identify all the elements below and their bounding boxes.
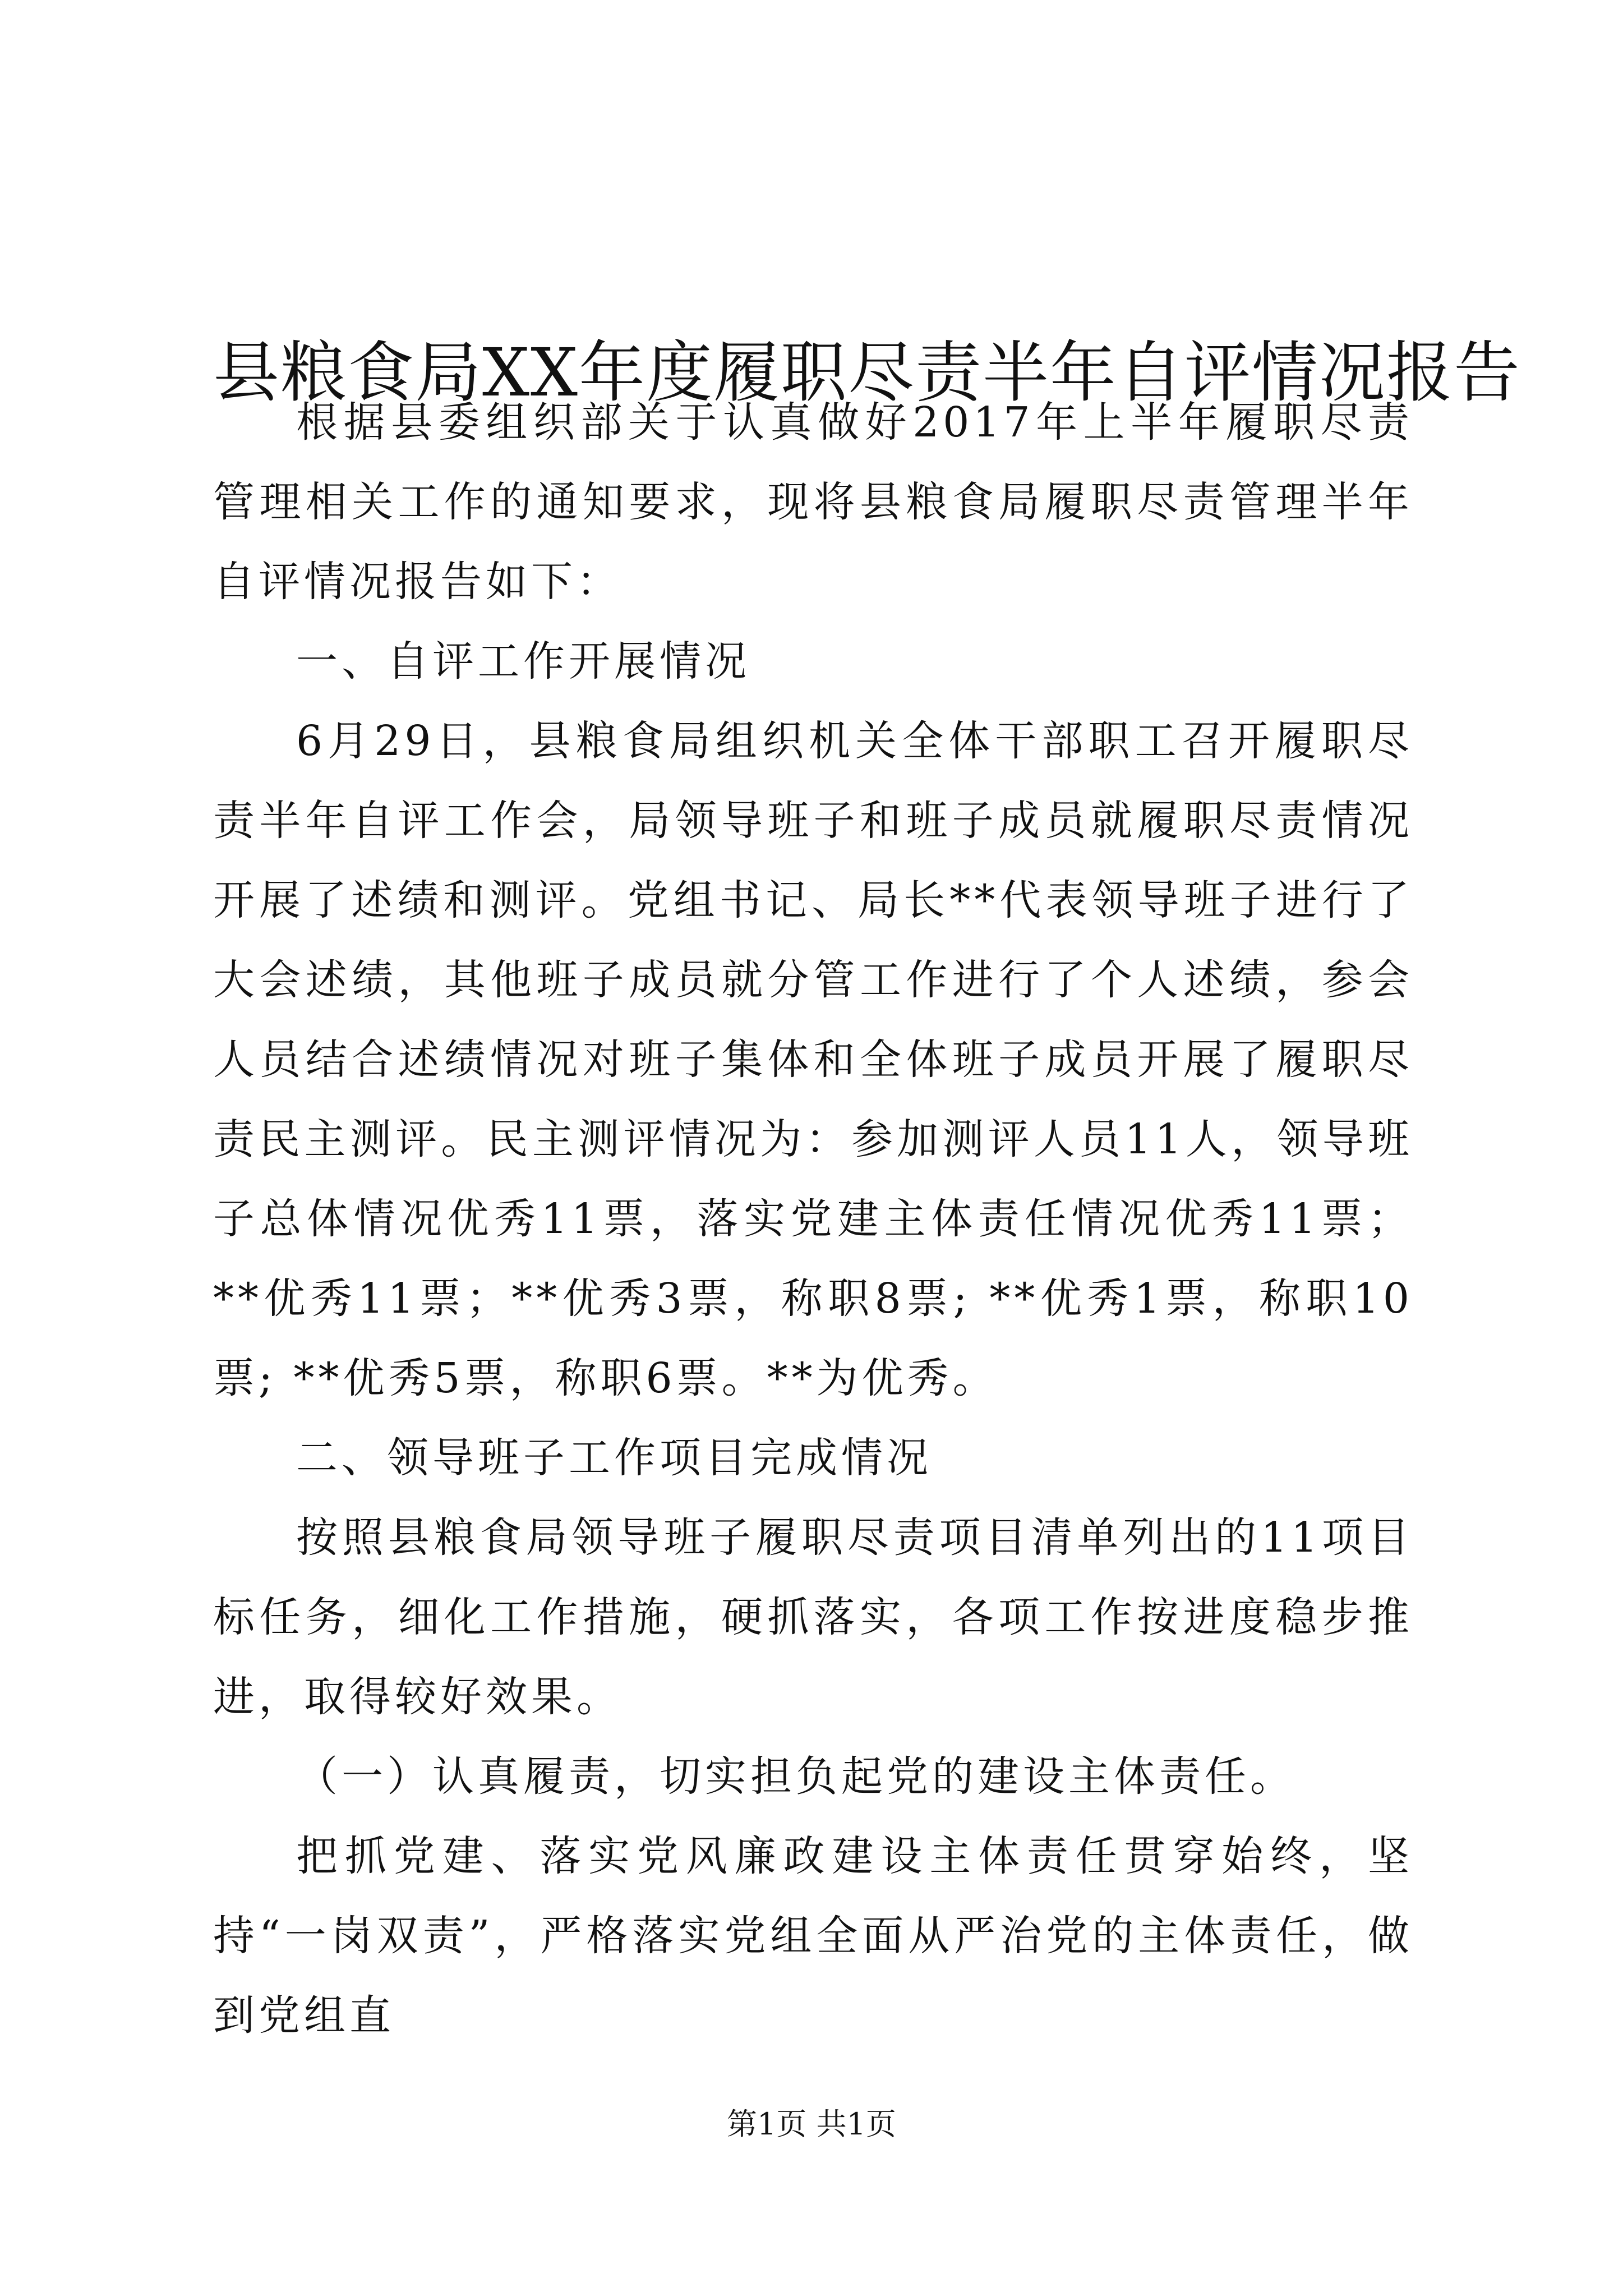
subsection-heading-1: （一）认真履责，切实担负起党的建设主体责任。 (296, 1752, 1295, 1801)
paragraph-self-evaluation: 6月29日，县粮食局组织机关全体干部职工召开履职尽责半年自评工作会，局领导班子和班子成员就履职尽责情况开展了述绩和测评。党组书记、局长**代表领导班子进行了大会述绩，其他班子成员就分管工作进行了个人述绩，参会人员结合述绩情况对班子集体和全体班子成员开展了履职尽责民主测评。民主测评情况为：参加测评人员11人，领导班子总体情况优秀11票，落实党建主体责任情况优秀11票；**优秀11票；**优秀3票，称职8票; **优秀1票，称职10票; **优秀5票，称职6票。**为优秀。 (213, 717, 1413, 1402)
paragraph-party-building: 把抓党建、落实党风廉政建设主体责任贯穿始终，坚持“一岗双责”，严格落实党组全面从严治党的主体责任，做到党组直 (213, 1832, 1413, 2040)
page-footer: 第1页 共1页 (727, 2106, 896, 2142)
paragraph-project-completion: 按照县粮食局领导班子履职尽责项目清单列出的11项目标任务，细化工作措施，硬抓落实，各项工作按进度稳步推进，取得较好效果。 (213, 1513, 1413, 1721)
document-body (213, 383, 1413, 2055)
section-heading-1: 一、自评工作开展情况 (296, 637, 750, 685)
document-title: 县粮食局XX年度履职尽责半年自评情况报告 (213, 334, 1521, 412)
paragraph-intro: 根据县委组织部关于认真做好2017年上半年履职尽责管理相关工作的通知要求，现将县粮食局履职尽责管理半年自评情况报告如下： (213, 398, 1413, 606)
section-heading-2: 二、领导班子工作项目完成情况 (296, 1434, 932, 1482)
